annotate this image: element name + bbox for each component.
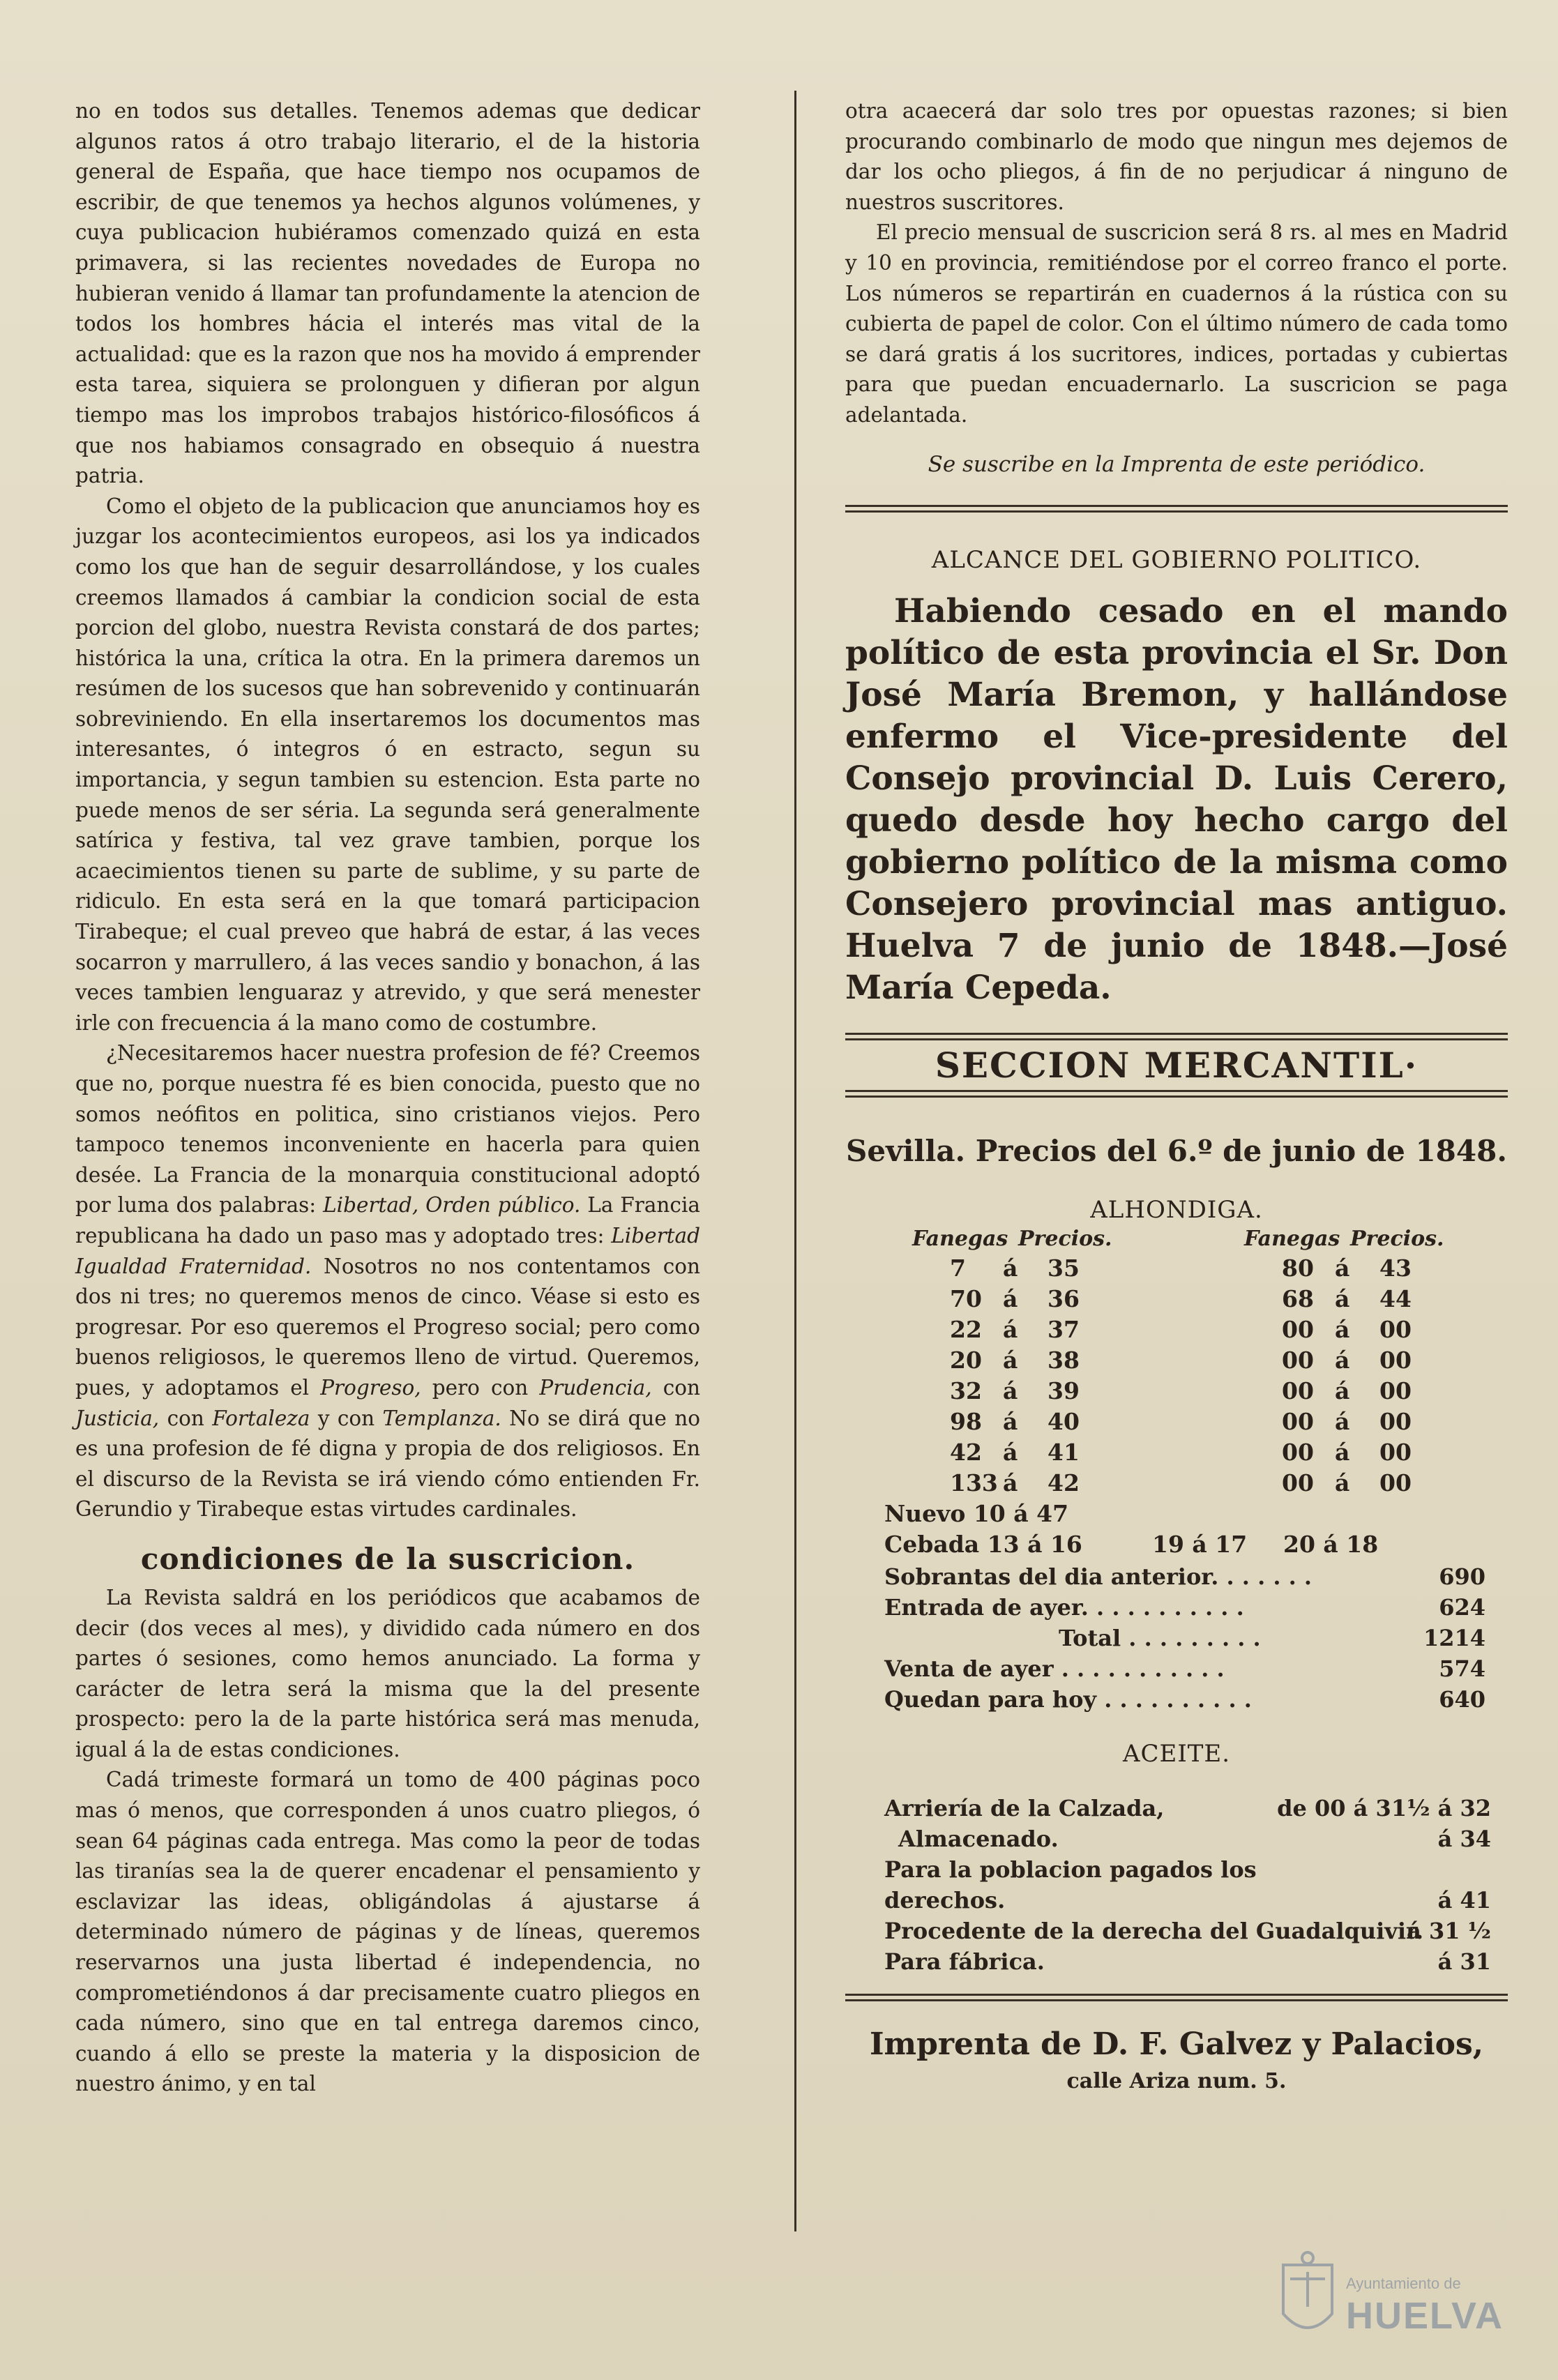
paragraph-text: La Francia republicana ha dado un paso mas y adoptado tres: <box>75 1193 700 1248</box>
right-precio: 00 <box>1379 1315 1412 1343</box>
alhondiga-column-heads <box>845 1227 1508 1255</box>
left-fanegas: 7 <box>950 1254 966 1282</box>
aceite-row <box>845 1824 1508 1854</box>
paragraph-text: pero con <box>421 1375 540 1400</box>
right-precio: 00 <box>1379 1407 1412 1435</box>
paragraph-text: Nosotros no nos contentamos con dos ni tres; no queremos menos de cinco. Véase si esto es progresar. Por eso queremos el Progreso social; pero como buenos religiosos, le queremos lleno de virtud. Queremos, pues, y adoptamos el <box>75 1254 700 1400</box>
right-fanegas: 00 <box>1282 1438 1314 1466</box>
right-precio: 00 <box>1379 1377 1412 1404</box>
left-sep: á <box>1003 1254 1018 1282</box>
paragraph: Como el objeto de la publicacion que anunciamos hoy es juzgar los acontecimientos europeos, asi los ya indicados como los que han de seguir desarrollándose, y los cuales creemos llamados á cambiar la condicion social de esta porcion del globo, nuestra Revista constará de dos partes; histórica la una, crítica la otra. En la primera daremos un resúmen de los sucesos que han sobrevenido y continuarán sobreviniendo. En ella insertaremos los documentos mas interesantes, ó integros ó en estracto, segun su importancia, y segun tambien su estencion. Esta parte no puede menos de ser séria. La segunda será generalmente satírica y festiva, tal vez grave tambien, porque los acaecimientos tienen su parte de sublime, y su parte de ridiculo. En esta será en la que tomará participacion Tirabeque; el cual preveo que habrá de estar, á las veces socarron y marrullero, á las veces sandio y bonachon, á las veces tambien lenguaraz y atrevido, y que será menester irle con frecuencia á la mano como de costumbre. <box>75 494 700 1035</box>
aceite-label: Procedente de la derecha del Guadalquivir. <box>884 1917 1424 1944</box>
alcance-title: ALCANCE DEL GOBIERNO POLITICO. <box>931 545 1422 574</box>
alhondiga-row <box>845 1255 1508 1285</box>
summary-row <box>884 1561 1485 1592</box>
paragraph: Cadá trimeste formará un tomo de 400 páginas poco mas ó menos, que corresponden á unos cuatro pliegos, ó sean 64 páginas cada entrega. Mas como la peor de todas las tiranías sea la de querer encadenar el pensamiento y esclavizar las ideas, obligándolas á ajustarse á determinado número de páginas y de líneas, queremos reservarnos una justa libertad é independencia, no comprometiéndonos á dar precisamente cuatro pliegos en cada número, sino que en tal entrega daremos cinco, cuando á ello se preste la materia y la disposicion de nuestro ánimo, y en tal <box>75 1768 700 2096</box>
aceite-row <box>845 1916 1508 1946</box>
section-title: condiciones de la suscricion. <box>140 1541 635 1576</box>
right-sep: á <box>1335 1284 1350 1312</box>
summary-label: Venta de ayer . . . . . . . . . . . <box>884 1655 1225 1682</box>
left-fanegas: 42 <box>950 1438 982 1466</box>
left-sep: á <box>1003 1377 1018 1404</box>
double-rule <box>845 505 1508 513</box>
logo-line-1: Ayuntamiento de <box>1346 2275 1461 2292</box>
right-fanegas: 00 <box>1282 1377 1314 1404</box>
right-column <box>845 96 1508 2093</box>
sevilla-prices-heading: Sevilla. Precios del 6.º de junio de 1848. <box>846 1133 1507 1168</box>
summary-value: 1214 <box>1423 1624 1485 1651</box>
right-sep: á <box>1335 1469 1350 1496</box>
double-rule <box>845 1033 1508 1040</box>
right-precio: 00 <box>1379 1346 1412 1374</box>
subscribe-note: Se suscribe en la Imprenta de este periódico. <box>928 451 1425 477</box>
cebada-text-3: 20 á 18 <box>1283 1530 1379 1558</box>
paragraph: El precio mensual de suscricion será 8 rs. al mes en Madrid y 10 en provincia, remitiéndose por el correo franco el porte. Los números se repartirán en cuadernos á la rústica con su cubierta de papel de color. Con el último número de cada tomo se dará gratis á los sucritores, indices, portadas y cubiertas para que puedan encuadernarlo. La suscricion se paga adelantada. <box>845 220 1508 427</box>
alhondiga-heading: ALHONDIGA. <box>1090 1195 1263 1224</box>
summary-value: 640 <box>1439 1685 1485 1713</box>
italic-phrase: Libertad, Orden público. <box>323 1193 581 1218</box>
paragraph-text: No se dirá que no es una profesion de fé digna y propia de dos religiosos. En el discurso de la Revista se irá viendo cómo entienden Fr. Gerundio y Tirabeque estas virtudes cardinales. <box>75 1406 700 1522</box>
mercantile-section-title: SECCION MERCANTIL· <box>935 1044 1419 1086</box>
aceite-row <box>845 1793 1508 1824</box>
right-precio: 44 <box>1379 1284 1412 1312</box>
summary-label: Entrada de ayer. . . . . . . . . . . <box>884 1593 1244 1621</box>
head-fanegas: Fanegas <box>912 1226 1008 1251</box>
paragraph <box>75 1038 700 1525</box>
italic-phrase: Justicia, <box>75 1406 160 1430</box>
aceite-heading: ACEITE. <box>1122 1739 1231 1768</box>
nuevo-row <box>845 1500 1508 1531</box>
paragraph: otra acaecerá dar solo tres por opuestas razones; si bien procurando combinarlo de modo que ningun mes dejemos de dar los ocho pliegos, á fin de no perjudicar á ninguno de nuestros suscritores. <box>845 99 1508 214</box>
aceite-label: Almacenado. <box>898 1825 1059 1852</box>
aceite-row <box>845 1854 1508 1885</box>
aceite-row <box>845 1946 1508 1977</box>
aceite-value: á 34 <box>1437 1825 1491 1852</box>
paragraph-text: con <box>651 1375 700 1400</box>
alhondiga-summary <box>845 1561 1508 1715</box>
right-fanegas: 00 <box>1282 1346 1314 1374</box>
government-notice: Habiendo cesado en el mando político de esta provincia el Sr. Don José María Bremon, y hallándose enfermo el Vice-presidente del Consejo provincial D. Luis Cerero, quedo desde hoy hecho cargo del gobierno político de la misma como Consejero provincial mas antiguo. Huelva 7 de junio de 1848.—José María Cepeda. <box>845 591 1508 1007</box>
left-fanegas: 32 <box>950 1377 982 1404</box>
alhondiga-rows <box>845 1255 1508 1500</box>
italic-phrase: Templanza. <box>382 1406 501 1430</box>
right-sep: á <box>1335 1407 1350 1435</box>
printer-imprint: Imprenta de D. F. Galvez y Palacios, <box>869 2026 1484 2062</box>
left-precio: 36 <box>1048 1284 1080 1312</box>
right-sep: á <box>1335 1438 1350 1466</box>
alhondiga-row <box>845 1469 1508 1500</box>
italic-phrase: Fortaleza <box>212 1406 310 1430</box>
left-column <box>75 96 700 2100</box>
paragraph-text: y con <box>310 1406 383 1430</box>
ayuntamiento-huelva-logo <box>1269 2251 1520 2356</box>
right-sep: á <box>1335 1315 1350 1343</box>
summary-row <box>884 1684 1485 1715</box>
italic-phrase: Progreso, <box>320 1375 421 1400</box>
aceite-row <box>845 1885 1508 1916</box>
left-precio: 40 <box>1048 1407 1080 1435</box>
right-sep: á <box>1335 1254 1350 1282</box>
left-sep: á <box>1003 1346 1018 1374</box>
italic-phrase: Libertad Igualdad Fraternidad. <box>75 1223 700 1278</box>
paragraph: La Revista saldrá en los periódicos que acabamos de decir (dos veces al mes), y dividido cada número en dos partes ó sesiones, como hemos anunciado. La forma y carácter de letra será la misma que la del presente prospecto: pero la de la parte histórica será mas menuda, igual á la de estas condiciones. <box>75 1585 700 1761</box>
alhondiga-row <box>845 1408 1508 1439</box>
alhondiga-row <box>845 1439 1508 1469</box>
left-fanegas: 133 <box>950 1469 998 1496</box>
right-fanegas: 68 <box>1282 1284 1314 1312</box>
summary-value: 624 <box>1439 1593 1485 1621</box>
aceite-value: á 31 ½ <box>1407 1917 1491 1944</box>
paragraph-text: ¿Necesitaremos hacer nuestra profesion de fé? Creemos que no, porque nuestra fé es bien conocida, puesto que no somos neófitos en politica, sino cristianos viejos. Pero tampoco tenemos inconveniente en hacerla para quien desée. La Francia de la monarquia constitucional adoptó por luma dos palabras: <box>75 1041 700 1218</box>
cebada-text: Cebada 13 á 16 <box>884 1530 1082 1558</box>
right-fanegas: 80 <box>1282 1254 1314 1282</box>
left-fanegas: 70 <box>950 1284 982 1312</box>
summary-value: 690 <box>1439 1563 1485 1590</box>
left-precio: 38 <box>1048 1346 1080 1374</box>
left-sep: á <box>1003 1469 1018 1496</box>
head-precios: Precios. <box>1018 1226 1112 1251</box>
summary-label: Sobrantas del dia anterior. . . . . . . <box>884 1563 1313 1590</box>
right-precio: 43 <box>1379 1254 1412 1282</box>
left-sep: á <box>1003 1438 1018 1466</box>
alhondiga-row <box>845 1285 1508 1316</box>
nuevo-text: Nuevo 10 á 47 <box>884 1499 1069 1527</box>
right-precio: 00 <box>1379 1469 1412 1496</box>
aceite-label: Para la poblacion pagados los <box>884 1856 1257 1883</box>
right-fanegas: 00 <box>1282 1315 1314 1343</box>
left-fanegas: 20 <box>950 1346 982 1374</box>
column-divider <box>794 91 796 2231</box>
left-precio: 41 <box>1048 1438 1080 1466</box>
left-sep: á <box>1003 1407 1018 1435</box>
summary-label: Quedan para hoy . . . . . . . . . . <box>884 1685 1252 1713</box>
paragraph: no en todos sus detalles. Tenemos ademas que dedicar algunos ratos á otro trabajo literario, el de la historia general de España, que hace tiempo nos ocupamos de escribir, de que tenemos ya hechos algunos volúmenes, y cuya publicacion hubiéramos comenzado quizá en esta primavera, si las recientes novedades de Europa no hubieran venido á llamar tan profundamente la atencion de todos los hombres hácia el interés mas vital de la actualidad: que es la razon que nos ha movido á emprender esta tarea, siquiera se prolonguen y difieran por algun tiempo mas los improbos trabajos histórico-filosóficos á que nos habiamos consagrado en obsequio á nuestra patria. <box>75 99 700 488</box>
left-precio: 42 <box>1048 1469 1080 1496</box>
head-precios: Precios. <box>1350 1226 1444 1251</box>
aceite-value: de 00 á 31½ á 32 <box>1277 1794 1491 1821</box>
summary-value: 574 <box>1439 1655 1485 1682</box>
logo-line-2: HUELVA <box>1346 2295 1504 2337</box>
right-sep: á <box>1335 1377 1350 1404</box>
aceite-label: derechos. <box>884 1886 1006 1913</box>
left-fanegas: 22 <box>950 1315 982 1343</box>
left-sep: á <box>1003 1315 1018 1343</box>
aceite-rows <box>845 1793 1508 1977</box>
italic-phrase: Prudencia, <box>539 1375 652 1400</box>
paragraph-text: con <box>159 1406 213 1430</box>
summary-row <box>884 1653 1485 1684</box>
aceite-label: Arriería de la Calzada, <box>884 1794 1165 1821</box>
aceite-value: á 41 <box>1437 1886 1491 1913</box>
double-rule <box>845 1994 1508 2001</box>
left-precio: 35 <box>1048 1254 1080 1282</box>
aceite-value: á 31 <box>1437 1948 1491 1975</box>
left-sep: á <box>1003 1284 1018 1312</box>
cebada-text-2: 19 á 17 <box>1152 1530 1248 1558</box>
left-precio: 39 <box>1048 1377 1080 1404</box>
summary-row <box>884 1623 1485 1653</box>
summary-row <box>884 1592 1485 1623</box>
summary-label: Total . . . . . . . . . <box>1059 1624 1261 1651</box>
right-fanegas: 00 <box>1282 1469 1314 1496</box>
double-rule <box>845 1090 1508 1098</box>
alhondiga-row <box>845 1377 1508 1408</box>
right-fanegas: 00 <box>1282 1407 1314 1435</box>
cebada-row <box>845 1531 1508 1561</box>
right-sep: á <box>1335 1346 1350 1374</box>
alhondiga-row <box>845 1316 1508 1347</box>
head-fanegas: Fanegas <box>1244 1226 1340 1251</box>
alhondiga-row <box>845 1347 1508 1377</box>
right-precio: 00 <box>1379 1438 1412 1466</box>
aceite-label: Para fábrica. <box>884 1948 1045 1975</box>
printer-address: calle Ariza num. 5. <box>1066 2068 1287 2093</box>
left-fanegas: 98 <box>950 1407 982 1435</box>
left-precio: 37 <box>1048 1315 1080 1343</box>
